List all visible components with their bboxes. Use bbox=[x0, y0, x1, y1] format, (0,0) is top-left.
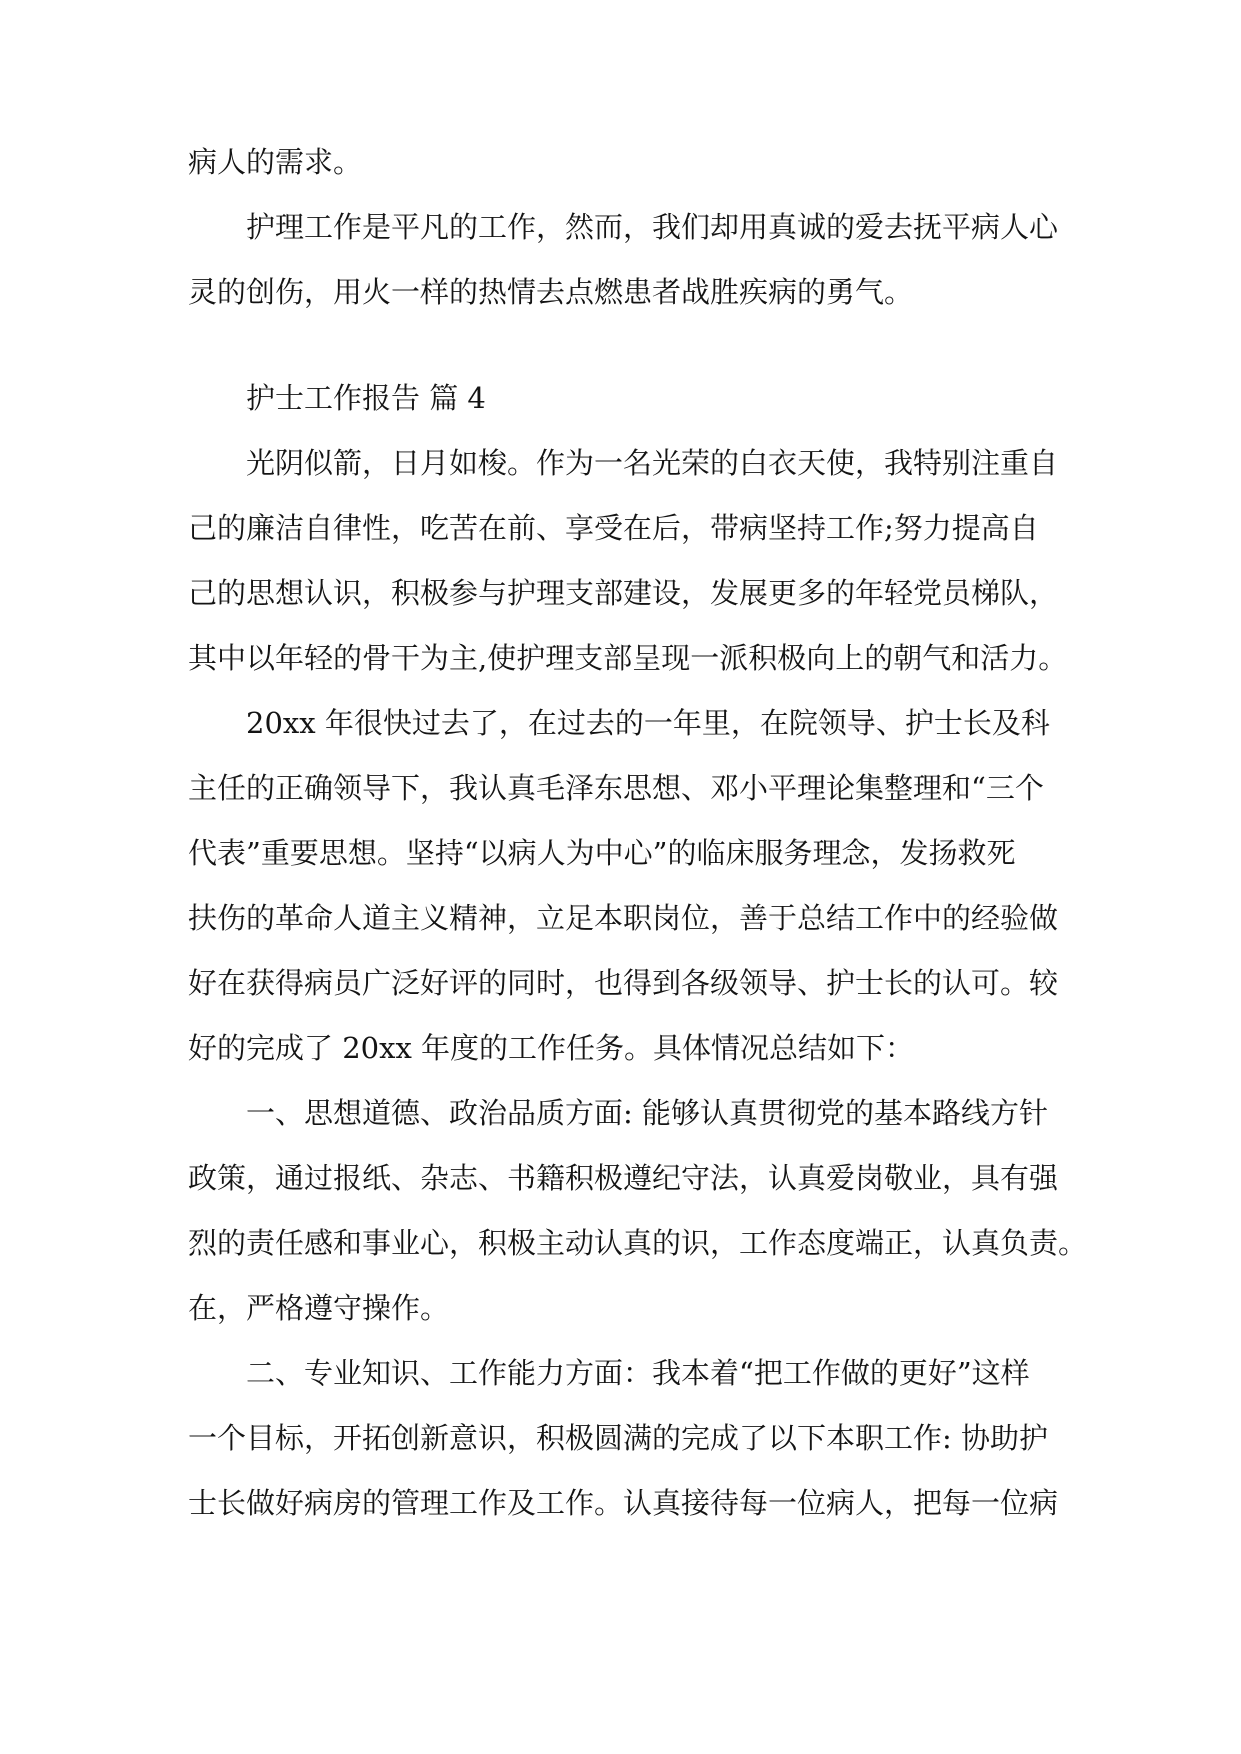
text-line: 一个目标，开拓创新意识，积极圆满的完成了以下本职工作: 协助护 bbox=[188, 1421, 1048, 1455]
paragraph-text-line: 护理工作是平凡的工作，然而，我们却用真诚的爱去抚平病人心 bbox=[188, 210, 1059, 244]
text-line: 烈的责任感和事业心，积极主动认真的识，工作态度端正，认真负责。 bbox=[188, 1226, 1088, 1260]
text-line: 扶伤的革命人道主义精神，立足本职岗位，善于总结工作中的经验做 bbox=[188, 901, 1059, 935]
text-line: 其中以年轻的骨干为主,使护理支部呈现一派积极向上的朝气和活力。 bbox=[188, 641, 1068, 675]
text-line: 在，严格遵守操作。 bbox=[188, 1291, 450, 1325]
text-line: 己的廉洁自律性，吃苦在前、享受在后，带病坚持工作;努力提高自 bbox=[188, 511, 1039, 545]
paragraph-text-line: 20xx 年很快过去了，在过去的一年里，在院领导、护士长及科 bbox=[188, 706, 1050, 740]
paragraph-text-line: 光阴似箭，日月如梭。作为一名光荣的白衣天使，我特别注重自 bbox=[188, 446, 1059, 480]
section-heading: 护士工作报告 篇 4 bbox=[188, 381, 486, 415]
text-line: 政策，通过报纸、杂志、书籍积极遵纪守法，认真爱岗敬业，具有强 bbox=[188, 1161, 1059, 1195]
text-line: 主任的正确领导下，我认真毛泽东思想、邓小平理论集整理和“三个 bbox=[188, 771, 1044, 805]
text-line: 灵的创伤，用火一样的热情去点燃患者战胜疾病的勇气。 bbox=[188, 275, 914, 309]
paragraph-text-line: 一、思想道德、政治品质方面: 能够认真贯彻党的基本路线方针 bbox=[188, 1096, 1048, 1130]
paragraph-text-line: 二、专业知识、工作能力方面：我本着“把工作做的更好”这样 bbox=[188, 1356, 1030, 1390]
text-line: 己的思想认识，积极参与护理支部建设，发展更多的年轻党员梯队， bbox=[188, 576, 1059, 610]
text-line: 好的完成了 20xx 年度的工作任务。具体情况总结如下： bbox=[188, 1031, 915, 1065]
text-line: 好在获得病员广泛好评的同时，也得到各级领导、护士长的认可。较 bbox=[188, 966, 1059, 1000]
text-line: 代表”重要思想。坚持“以病人为中心”的临床服务理念，发扬救死 bbox=[188, 836, 1016, 870]
text-line: 病人的需求。 bbox=[188, 145, 363, 179]
text-line: 士长做好病房的管理工作及工作。认真接待每一位病人，把每一位病 bbox=[188, 1486, 1059, 1520]
